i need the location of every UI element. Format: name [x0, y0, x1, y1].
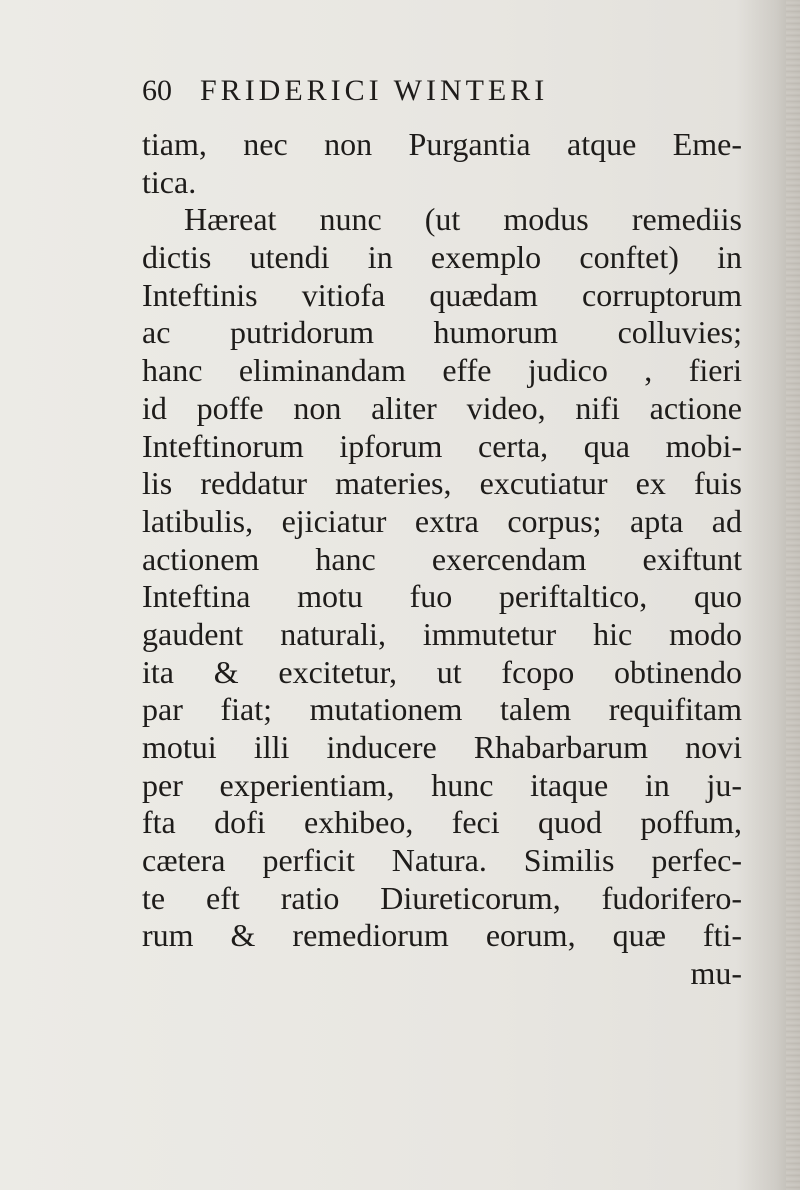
text-line: hanc eliminandam effe judico , fieri — [142, 352, 742, 389]
text-line: tica. — [142, 163, 197, 200]
text-line: latibulis, ejiciatur extra corpus; apta ad — [142, 502, 742, 539]
page-number: 60 — [142, 74, 172, 107]
body-text — [142, 126, 742, 993]
text-line: Hæreat nunc (ut modus remediis — [184, 201, 742, 238]
text-line: fta dofi exhibeo, feci quod poffum, — [142, 804, 742, 841]
page-edge — [786, 0, 800, 1190]
text-line: per experientiam, hunc itaque in ju- — [142, 766, 742, 803]
running-head: FRIDERICI WINTERI — [200, 74, 549, 107]
text-line: rum & remediorum eorum, quæ fti- — [142, 917, 742, 954]
text-line: ita & excitetur, ut fcopo obtinendo — [142, 653, 742, 690]
text-line: par fiat; mutationem talem requifitam — [142, 691, 742, 728]
page-header — [142, 74, 702, 118]
text-line: lis reddatur materies, excutiatur ex fuis — [142, 465, 742, 502]
catchword: mu- — [690, 955, 742, 992]
text-line: tiam, nec non Purgantia atque Eme- — [142, 126, 742, 162]
text-line: actionem hanc exercendam exiftunt — [142, 540, 742, 577]
text-line: Inteftinorum ipforum certa, qua mobi- — [142, 427, 742, 464]
text-line: Inteftina motu fuo periftaltico, quo — [142, 578, 742, 615]
text-line: gaudent naturali, immutetur hic modo — [142, 615, 742, 652]
text-line: dictis utendi in exemplo conftet) in — [142, 239, 742, 276]
text-line: te eft ratio Diureticorum, fudorifero- — [142, 879, 742, 916]
text-line: id poffe non aliter video, nifi actione — [142, 389, 742, 426]
text-line: ac putridorum humorum colluvies; — [142, 314, 742, 351]
text-line: Inteftinis vitiofa quædam corruptorum — [142, 276, 742, 313]
text-line: cætera perficit Natura. Similis perfec- — [142, 842, 742, 879]
text-line: motui illi inducere Rhabarbarum novi — [142, 729, 742, 765]
